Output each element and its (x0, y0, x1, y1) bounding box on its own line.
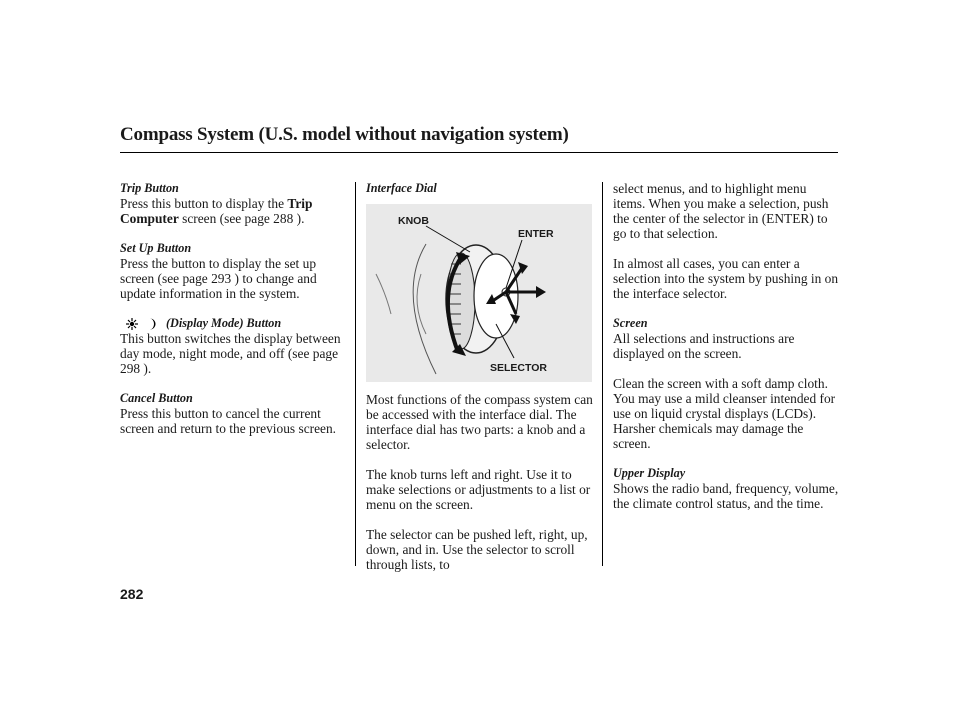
upper-display-heading: Upper Display (613, 466, 686, 480)
interface-dial-illustration (366, 204, 592, 382)
knob-label: KNOB (398, 215, 429, 227)
column-divider-2 (602, 182, 603, 566)
dial-paragraph-1: Most functions of the compass system can be accessed with the interface dial. The interface dial has two parts: a knob and a selector. (366, 392, 593, 452)
display-mode-heading-text: (Display Mode) Button (166, 316, 282, 330)
cancel-button-text: Press this button to cancel the current screen and return to the previous screen. (120, 406, 337, 436)
column-right (613, 181, 841, 511)
setup-button-text: Press the button to display the set up screen (see page 293 ) to change and update information in the system. (120, 256, 317, 301)
trip-text-a: Press this button to display the (120, 196, 288, 211)
dial-paragraph-2: The knob turns left and right. Use it to make selections or adjustments to a list or menu on the screen. (366, 467, 591, 512)
upper-display-text: Shows the radio band, frequency, volume, the climate control status, and the time. (613, 481, 839, 511)
sun-moon-icon (120, 317, 160, 331)
screen-text: All selections and instructions are displayed on the screen. (613, 331, 795, 361)
display-mode-heading (120, 316, 352, 331)
cancel-button-heading: Cancel Button (120, 391, 193, 405)
selector-paragraph: select menus, and to highlight menu items. When you make a selection, push the center of the selector in (ENTER) to go to that selection. (613, 181, 829, 241)
column-left (120, 181, 352, 436)
cleaning-text: Clean the screen with a soft damp cloth. You may use a mild cleanser intended for use on liquid crystal displays (LCDs). Harsher chemicals may damage the screen. (613, 376, 836, 451)
trip-text-b: screen (see page 288 ). (178, 211, 305, 226)
interface-dial-heading: Interface Dial (366, 181, 437, 195)
selector-label: SELECTOR (490, 362, 547, 374)
enter-paragraph: In almost all cases, you can enter a selection into the system by pushing in on the interface selector. (613, 256, 839, 301)
interface-dial-figure (366, 204, 592, 382)
display-mode-text: This button switches the display between day mode, night mode, and off (see page 298 ). (120, 331, 341, 376)
screen-heading: Screen (613, 316, 648, 330)
setup-button-heading: Set Up Button (120, 241, 192, 255)
moon-icon (150, 318, 156, 329)
column-divider-1 (355, 182, 356, 566)
trip-button-text (120, 196, 352, 226)
trip-computer-term: Trip Computer (120, 196, 313, 226)
column-middle (366, 181, 594, 572)
title-divider (120, 152, 838, 153)
dial-paragraph-3: The selector can be pushed left, right, up, down, and in. Use the selector to scroll through lists, to (366, 527, 588, 572)
enter-label: ENTER (518, 228, 554, 240)
page-number: 282 (120, 586, 144, 602)
sun-icon (126, 318, 138, 330)
page-title: Compass System (U.S. model without navigation system) (120, 124, 569, 145)
trip-button-heading: Trip Button (120, 181, 179, 195)
